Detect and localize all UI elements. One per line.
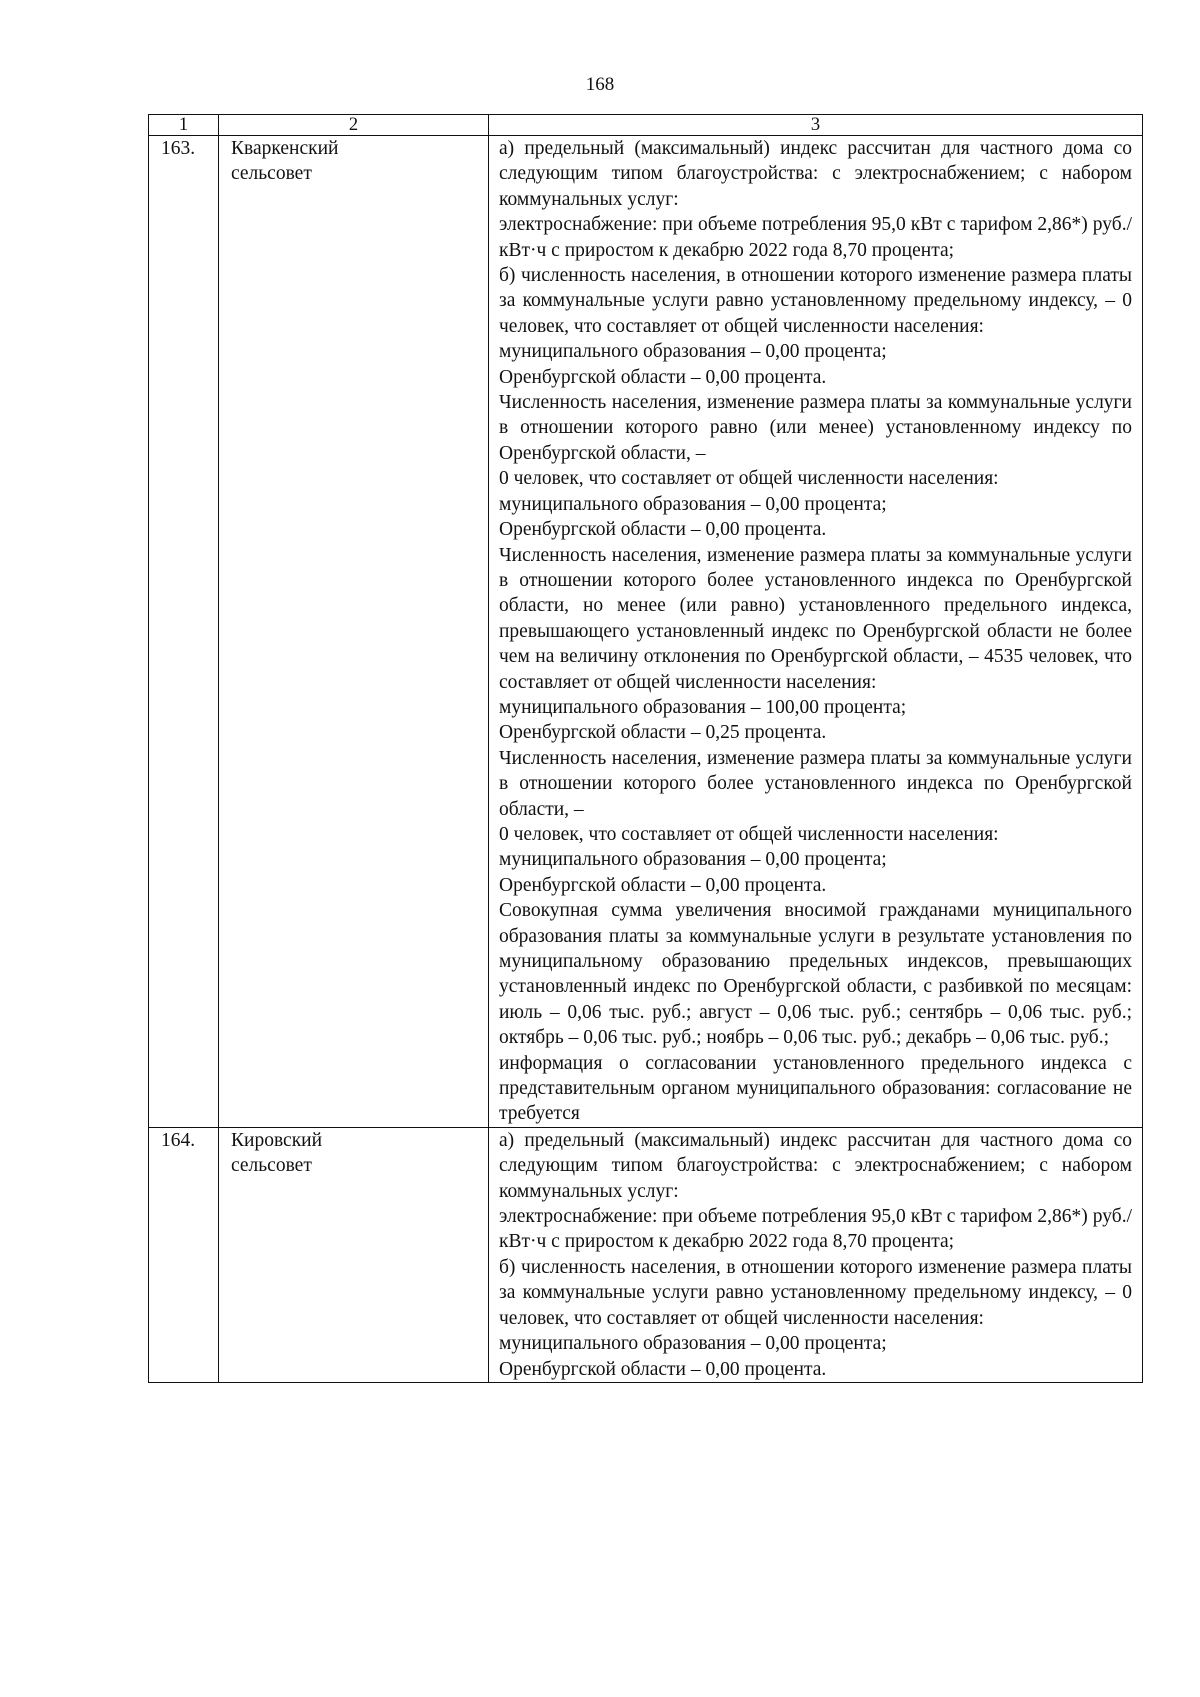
municipality-name-line: сельсовет [231, 1155, 312, 1177]
paragraph: б) численность населения, в отношении которого изменение размера платы за коммунальные услуги равно установленному предельному индексу, – 0 человек, что составляет от общей численности населения: [499, 265, 1132, 337]
paragraph: Численность населения, изменение размера платы за коммунальные услуги в отношении которого равно (или менее) установленному индексу по Оренбургской области, – [499, 392, 1132, 464]
paragraph: Совокупная сумма увеличения вносимой гражданами муниципального образования платы за коммунальные услуги в результате установления по муниципальному образованию предельных индексов, превышающих установленный индекс по Оренбургской области, с разбивкой по месяцам: июль – 0,06 тыс. руб.; август – 0,06 тыс. руб.; сентябрь – 0,06 тыс. руб.; октябрь – 0,06 тыс. руб.; ноябрь – 0,06 тыс. руб.; декабрь – 0,06 тыс. руб.; [499, 900, 1132, 1049]
table-row [149, 1127, 1143, 1382]
paragraph: 0 человек, что составляет от общей численности населения: [499, 468, 999, 490]
paragraph: электроснабжение: при объеме потребления 95,0 кВт с тарифом 2,86*) руб./кВт·ч с приростом к декабрю 2022 года 8,70 процента; [499, 1206, 1132, 1253]
index-description [489, 1127, 1143, 1382]
municipality-name [219, 136, 489, 1128]
municipality-name [219, 1127, 489, 1382]
page-number: 168 [585, 74, 615, 95]
paragraph: муниципального образования – 0,00 процента; [499, 341, 887, 363]
column-header: 1 [149, 115, 219, 136]
municipality-name-line: Кировский [231, 1129, 323, 1151]
index-description [489, 136, 1143, 1128]
municipal-index-table [148, 114, 1143, 1383]
paragraph: муниципального образования – 0,00 процента; [499, 1333, 887, 1355]
paragraph: муниципального образования – 0,00 процента; [499, 849, 887, 871]
paragraph: муниципального образования – 100,00 процента; [499, 696, 907, 718]
paragraph: Оренбургской области – 0,00 процента. [499, 1358, 827, 1380]
table-header-row [149, 115, 1143, 136]
paragraph: муниципального образования – 0,00 процента; [499, 493, 887, 515]
paragraph: Численность населения, изменение размера платы за коммунальные услуги в отношении которого более установленного индекса по Оренбургской области, но менее (или равно) установленного предельного индекса, превышающего установленный индекс по Оренбургской области не более чем на величину отклонения по Оренбургской области, – 4535 человек, что составляет от общей численности населения: [499, 544, 1132, 693]
paragraph: Численность населения, изменение размера платы за коммунальные услуги в отношении которого более установленного индекса по Оренбургской области, – [499, 747, 1132, 820]
row-number: 163. [149, 136, 219, 1128]
paragraph: Оренбургской области – 0,00 процента. [499, 366, 827, 388]
column-header: 2 [219, 115, 489, 136]
paragraph: а) предельный (максимальный) индекс рассчитан для частного дома со следующим типом благоустройства: с электроснабжением; с набором коммунальных услуг: [499, 138, 1132, 210]
column-header: 3 [489, 115, 1143, 136]
paragraph: Оренбургской области – 0,00 процента. [499, 519, 827, 541]
municipality-name-line: сельсовет [231, 163, 312, 185]
paragraph: б) численность населения, в отношении которого изменение размера платы за коммунальные услуги равно установленному предельному индексу, – 0 человек, что составляет от общей численности населения: [499, 1256, 1132, 1329]
municipality-name-line: Кваркенский [231, 138, 339, 159]
paragraph: 0 человек, что составляет от общей численности населения: [499, 823, 999, 845]
row-number: 164. [149, 1127, 219, 1382]
paragraph: электроснабжение: при объеме потребления 95,0 кВт с тарифом 2,86*) руб./кВт·ч с приростом к декабрю 2022 года 8,70 процента; [499, 214, 1132, 261]
paragraph: Оренбургской области – 0,25 процента. [499, 722, 827, 744]
paragraph: а) предельный (максимальный) индекс рассчитан для частного дома со следующим типом благоустройства: с электроснабжением; с набором коммунальных услуг: [499, 1129, 1132, 1202]
paragraph: Оренбургской области – 0,00 процента. [499, 874, 827, 896]
table-row [149, 136, 1143, 1128]
paragraph: информация о согласовании установленного предельного индекса с представительным органом муниципального образования: согласование не требуется [499, 1052, 1132, 1125]
